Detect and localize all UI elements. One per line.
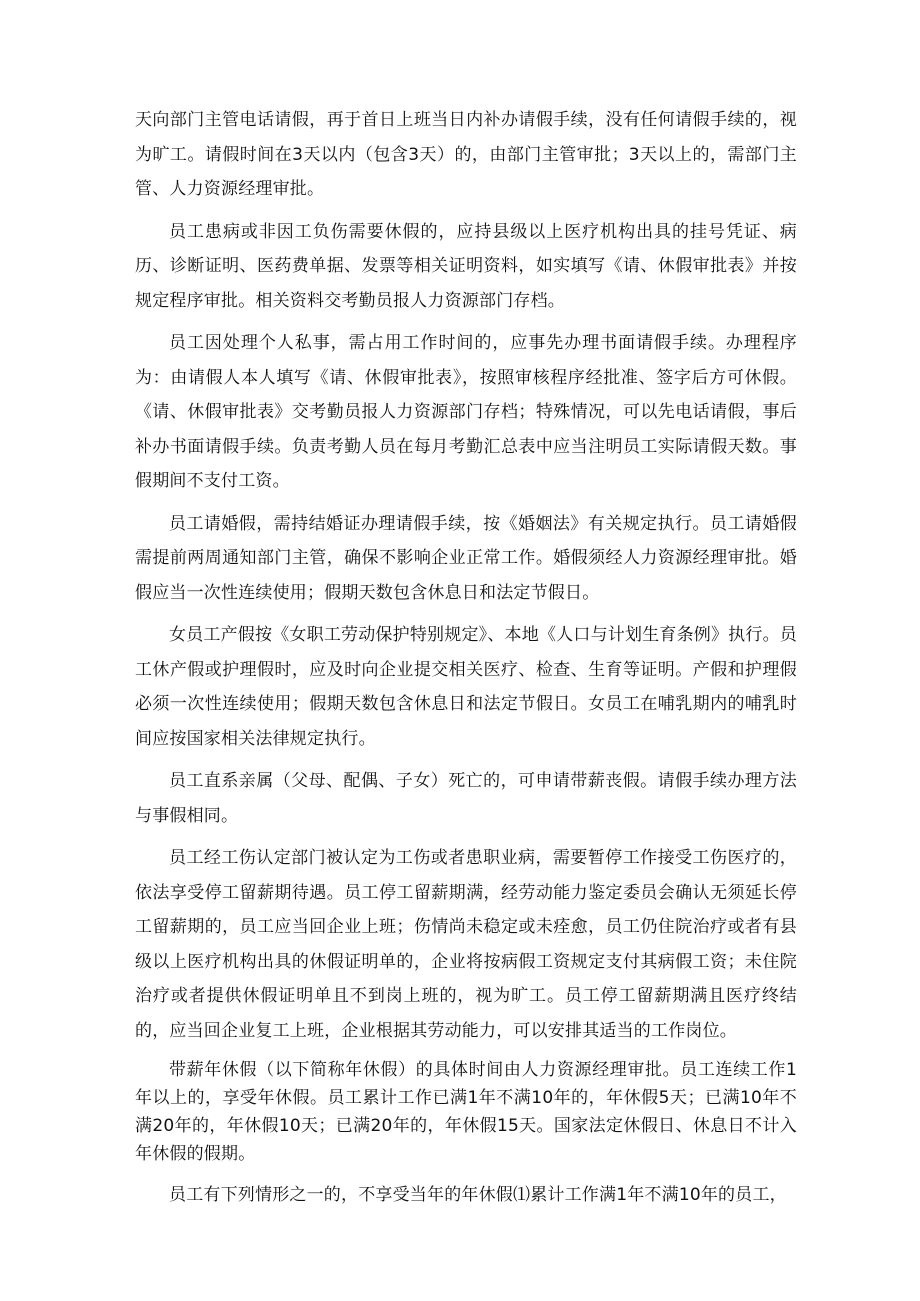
- paragraph-annual-leave-exclusions: 员工有下列情形之一的，不享受当年的年休假⑴累计工作满1年不满10年的员工，: [169, 1185, 787, 1205]
- paragraph-maternity-leave: 女员工产假按《女职工劳动保护特别规定》、本地《人口与计划生育条例》执行。员工休产假或护理假时，应及时向企业提交相关医疗、检查、生育等证明。产假和护理假必须一次性连续使用；假期天数包含休息日和法定节假日。女员工在哺乳期内的哺乳时间应按国家相关法律规定执行。: [135, 625, 797, 749]
- paragraph-annual-leave: 带薪年休假（以下简称年休假）的具体时间由人力资源经理审批。员工连续工作1年以上的，享受年休假。员工累计工作已满1年不满10年的，年休假5天；已满10年不满20年的，年休假10天；已满20年的，年休假15天。国家法定休假日、休息日不计入年休假的假期。: [135, 1060, 797, 1164]
- paragraph-personal-leave: 员工因处理个人私事，需占用工作时间的，应事先办理书面请假手续。办理程序为：由请假人本人填写《请、休假审批表》，按照审核程序经批准、签字后方可休假。《请、休假审批表》交考勤员报人力资源部门存档；特殊情况，可以先电话请假，事后补办书面请假手续。负责考勤人员在每月考勤汇总表中应当注明员工实际请假天数。事假期间不支付工资。: [135, 333, 797, 491]
- paragraph-work-injury-leave: 员工经工伤认定部门被认定为工伤或者患职业病，需要暂停工作接受工伤医疗的，依法享受停工留薪期待遇。员工停工留薪期满，经劳动能力鉴定委员会确认无须延长停工留薪期的，员工应当回企业上班；伤情尚未稳定或未痊愈，员工仍住院治疗或者有县级以上医疗机构出具的休假证明单的，企业将按病假工资规定支付其病假工资；未住院治疗或者提供休假证明单且不到岗上班的，视为旷工。员工停工留薪期满且医疗终结的，应当回企业复工上班，企业根据其劳动能力，可以安排其适当的工作岗位。: [135, 848, 797, 1041]
- document-body: [135, 103, 797, 1221]
- paragraph-marriage-leave: 员工请婚假，需持结婚证办理请假手续，按《婚姻法》有关规定执行。员工请婚假需提前两周通知部门主管，确保不影响企业正常工作。婚假须经人力资源经理审批。婚假应当一次性连续使用；假期天数包含休息日和法定节假日。: [135, 513, 797, 603]
- paragraph-bereavement-leave: 员工直系亲属（父母、配偶、子女）死亡的，可申请带薪丧假。请假手续办理方法与事假相同。: [135, 771, 797, 826]
- paragraph-sick-leave: 员工患病或非因工负伤需要休假的，应持县级以上医疗机构出具的挂号凭证、病历、诊断证明、医药费单据、发票等相关证明资料，如实填写《请、休假审批表》并按规定程序审批。相关资料交考勤员报人力资源部门存档。: [135, 221, 797, 311]
- paragraph-leave-approval: 天向部门主管电话请假，再于首日上班当日内补办请假手续，没有任何请假手续的，视为旷工。请假时间在3天以内（包含3天）的，由部门主管审批；3天以上的，需部门主管、人力资源经理审批。: [135, 110, 797, 199]
